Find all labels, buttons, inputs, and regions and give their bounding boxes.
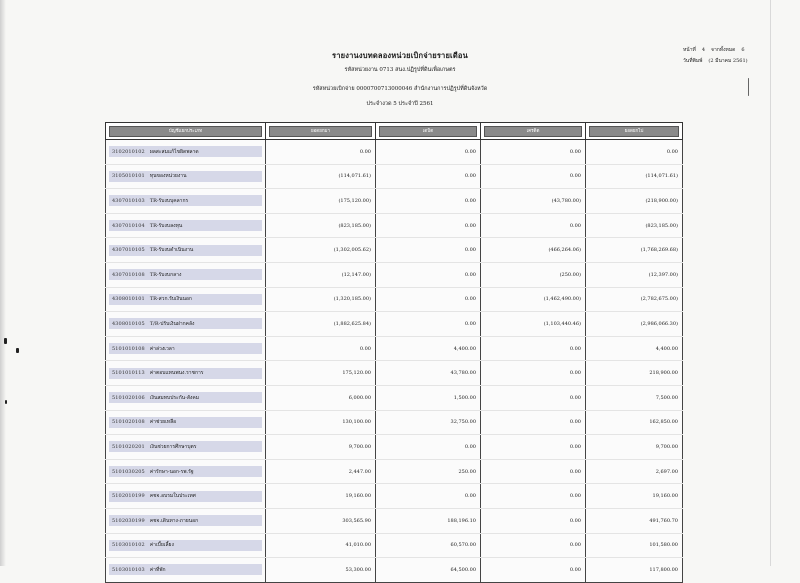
table-row: [106, 385, 683, 410]
carried-forward-cell: (2,782,675.00): [586, 287, 683, 312]
account-name: เงินสมทบประกัน-สังคม: [149, 394, 200, 401]
table-header-row: [106, 123, 683, 140]
page-number: 4: [701, 47, 706, 53]
table-row: [106, 189, 683, 214]
print-date: (2 มีนาคม 2561): [708, 58, 748, 64]
credit-cell: 0.00: [481, 410, 586, 435]
account-cell: [106, 484, 266, 509]
debit-cell: 0.00: [376, 262, 481, 287]
brought-forward-cell: 303,565.90: [266, 508, 376, 533]
account-code: 3105010101: [112, 173, 145, 180]
debit-cell: 0.00: [376, 238, 481, 263]
account-cell: [106, 508, 266, 533]
account-code: 5103010102: [112, 542, 145, 549]
page-info: [683, 45, 748, 67]
account-cell: [106, 238, 266, 263]
account-name: TR-รับงบดำเนินงาน: [149, 247, 194, 254]
account-cell: [106, 385, 266, 410]
table-row: [106, 410, 683, 435]
scan-speck: [748, 78, 749, 96]
account-name: ค่ารักษา-นอก-รพ.รัฐ: [149, 468, 194, 475]
account-name: ค่าเบี้ยเลี้ยง: [149, 542, 174, 549]
table-row: [106, 435, 683, 460]
brought-forward-cell: (12,147.00): [266, 262, 376, 287]
scan-speck: [4, 338, 7, 344]
credit-cell: 0.00: [481, 336, 586, 361]
brought-forward-cell: 9,700.00: [266, 435, 376, 460]
account-name: ค่าช่วยเหลือ: [149, 419, 177, 426]
account-cell: [106, 140, 266, 165]
debit-cell: 60,570.00: [376, 533, 481, 558]
carried-forward-cell: 117,800.00: [586, 558, 683, 583]
column-header: ยอดยกไป: [586, 123, 683, 140]
scan-speck: [16, 348, 19, 353]
report-title: รายงานงบทดลองหน่วยเบิกจ่ายรายเดือน: [332, 51, 468, 60]
debit-cell: 43,780.00: [376, 361, 481, 386]
table-row: [106, 484, 683, 509]
credit-cell: (466,264.06): [481, 238, 586, 263]
table-row: [106, 558, 683, 583]
carried-forward-cell: 218,900.00: [586, 361, 683, 386]
trial-balance-table: [105, 122, 683, 583]
carried-forward-cell: 2,697.00: [586, 459, 683, 484]
credit-cell: (1,462,490.00): [481, 287, 586, 312]
account-cell: [106, 312, 266, 337]
table-row: [106, 508, 683, 533]
brought-forward-cell: 2,447.00: [266, 459, 376, 484]
account-code: 5102030199: [112, 517, 145, 524]
debit-cell: 0.00: [376, 189, 481, 214]
brought-forward-cell: (1,320,185.00): [266, 287, 376, 312]
credit-cell: 0.00: [481, 484, 586, 509]
account-name: ผลสะสมแก้ไขผิดพลาด: [149, 148, 199, 155]
account-code: 4307010105: [112, 247, 145, 254]
carried-forward-cell: 4,400.00: [586, 336, 683, 361]
debit-cell: 1,500.00: [376, 385, 481, 410]
agency-line: รหัสหน่วยงาน 0713 สนง.ปฏิรูปที่ดินเพื่อเกษตร: [344, 67, 456, 73]
credit-cell: (250.00): [481, 262, 586, 287]
print-date-label: วันที่พิมพ์: [683, 58, 703, 64]
debit-cell: 188,196.10: [376, 508, 481, 533]
account-code: 5101020201: [112, 443, 145, 450]
credit-cell: 0.00: [481, 361, 586, 386]
disbursing-unit-line: รหัสหน่วยเบิกจ่าย 0000700713000046 สำนักงานการปฏิรูปที่ดินจังหวัด: [312, 86, 488, 92]
credit-cell: 0.00: [481, 213, 586, 238]
credit-cell: 0.00: [481, 435, 586, 460]
account-cell: [106, 262, 266, 287]
account-code: 5101010113: [112, 370, 145, 377]
account-cell: [106, 213, 266, 238]
credit-cell: 0.00: [481, 140, 586, 165]
carried-forward-cell: 101,580.00: [586, 533, 683, 558]
account-code: 5103010103: [112, 566, 145, 573]
debit-cell: 0.00: [376, 484, 481, 509]
credit-cell: 0.00: [481, 459, 586, 484]
credit-cell: (1,103,440.46): [481, 312, 586, 337]
account-cell: [106, 164, 266, 189]
credit-cell: 0.00: [481, 558, 586, 583]
carried-forward-cell: 7,500.00: [586, 385, 683, 410]
carried-forward-cell: 491,760.70: [586, 508, 683, 533]
account-code: 4307010103: [112, 197, 145, 204]
account-name: T/R-ปรับเงินฝากคลัง: [149, 320, 195, 327]
credit-cell: 0.00: [481, 164, 586, 189]
brought-forward-cell: (175,120.00): [266, 189, 376, 214]
account-cell: [106, 336, 266, 361]
carried-forward-cell: (2,986,066.30): [586, 312, 683, 337]
carried-forward-cell: (1,768,269.68): [586, 238, 683, 263]
credit-cell: (43,780.00): [481, 189, 586, 214]
account-code: 5101020108: [112, 419, 145, 426]
credit-cell: 0.00: [481, 385, 586, 410]
brought-forward-cell: 53,300.00: [266, 558, 376, 583]
total-pages: 6: [741, 47, 745, 53]
account-code: 4308010101: [112, 296, 145, 303]
account-cell: [106, 459, 266, 484]
brought-forward-cell: 175,120.00: [266, 361, 376, 386]
page-label: หน้าที่: [683, 47, 696, 53]
table-row: [106, 140, 683, 165]
brought-forward-cell: 19,160.00: [266, 484, 376, 509]
table-row: [106, 361, 683, 386]
account-code: 3102010102: [112, 148, 145, 155]
debit-cell: 0.00: [376, 287, 481, 312]
account-code: 4307010104: [112, 222, 145, 229]
column-header: เครดิต: [481, 123, 586, 140]
carried-forward-cell: 162,850.00: [586, 410, 683, 435]
brought-forward-cell: 0.00: [266, 336, 376, 361]
carried-forward-cell: 19,160.00: [586, 484, 683, 509]
brought-forward-cell: (1,302,005.62): [266, 238, 376, 263]
brought-forward-cell: (1,882,625.84): [266, 312, 376, 337]
table-row: [106, 164, 683, 189]
debit-cell: 0.00: [376, 140, 481, 165]
carried-forward-cell: (823,185.00): [586, 213, 683, 238]
table-row: [106, 312, 683, 337]
carried-forward-cell: 9,700.00: [586, 435, 683, 460]
account-name: เงินช่วยการศึกษาบุตร: [149, 443, 197, 450]
carried-forward-cell: 0.00: [586, 140, 683, 165]
scan-speck: [5, 400, 7, 404]
account-code: 4307010108: [112, 271, 145, 278]
carried-forward-cell: (114,071.61): [586, 164, 683, 189]
account-name: คชจ.เดินทาง-ภายนอก: [149, 517, 199, 524]
account-code: 5101030205: [112, 468, 145, 475]
column-header: ยอดยกมา: [266, 123, 376, 140]
account-cell: [106, 533, 266, 558]
of-label: จากทั้งหมด: [711, 47, 736, 53]
brought-forward-cell: 0.00: [266, 140, 376, 165]
account-code: 4308010105: [112, 320, 145, 327]
table-row: [106, 238, 683, 263]
account-cell: [106, 189, 266, 214]
account-name: ค่าล่วงเวลา: [149, 345, 175, 352]
table-row: [106, 336, 683, 361]
account-code: 5101010108: [112, 345, 145, 352]
carried-forward-cell: (12,397.00): [586, 262, 683, 287]
account-name: TR-รับงบบุคลากร: [149, 197, 189, 204]
debit-cell: 0.00: [376, 164, 481, 189]
account-cell: [106, 435, 266, 460]
debit-cell: 0.00: [376, 435, 481, 460]
column-header: บัญชีแยกประเภท: [106, 123, 266, 140]
account-cell: [106, 558, 266, 583]
credit-cell: 0.00: [481, 508, 586, 533]
carried-forward-cell: (218,900.00): [586, 189, 683, 214]
table-row: [106, 262, 683, 287]
brought-forward-cell: (114,071.61): [266, 164, 376, 189]
account-cell: [106, 287, 266, 312]
account-cell: [106, 410, 266, 435]
brought-forward-cell: (823,185.00): [266, 213, 376, 238]
debit-cell: 32,750.00: [376, 410, 481, 435]
brought-forward-cell: 6,000.00: [266, 385, 376, 410]
debit-cell: 0.00: [376, 312, 481, 337]
column-header: เดบิต: [376, 123, 481, 140]
account-name: TR-สวก.รับเงินนอก: [149, 296, 192, 303]
table-row: [106, 533, 683, 558]
account-code: 5101020106: [112, 394, 145, 401]
credit-cell: 0.00: [481, 533, 586, 558]
period-line: ประจำงวด 5 ประจำปี 2561: [366, 101, 434, 107]
table-row: [106, 287, 683, 312]
account-name: คชจ.อบรมในประเทศ: [149, 493, 196, 500]
table-row: [106, 459, 683, 484]
debit-cell: 0.00: [376, 213, 481, 238]
account-name: TR-รับงบกลาง: [149, 271, 182, 278]
account-name: TR-รับงบลงทุน: [149, 222, 183, 229]
account-cell: [106, 361, 266, 386]
account-name: ค่าตอบแทนพนง.ราชการ: [149, 370, 204, 377]
brought-forward-cell: 41,010.00: [266, 533, 376, 558]
table-row: [106, 213, 683, 238]
account-name: ค่าที่พัก: [149, 566, 166, 573]
debit-cell: 4,400.00: [376, 336, 481, 361]
account-name: ทุนของหน่วยงาน: [149, 173, 187, 180]
account-code: 5102010199: [112, 493, 145, 500]
debit-cell: 64,500.00: [376, 558, 481, 583]
debit-cell: 250.00: [376, 459, 481, 484]
brought-forward-cell: 130,100.00: [266, 410, 376, 435]
